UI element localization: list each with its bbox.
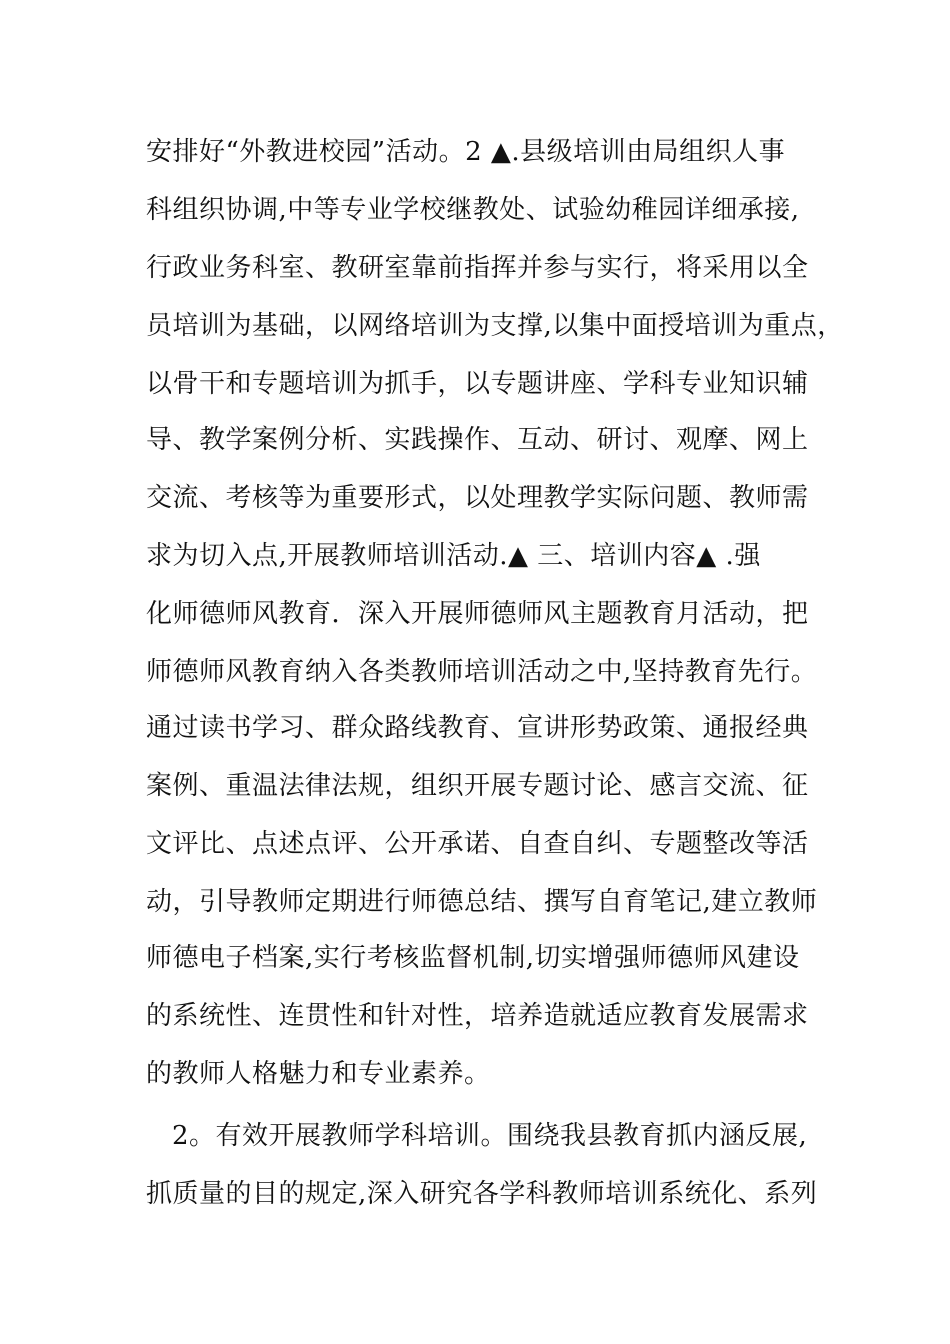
- text-line: 交流、考核等为重要形式，以处理教学实际问题、教师需: [146, 483, 809, 513]
- text-line: 2。有效开展教师学科培训。围绕我县教育抓内涵反展,: [172, 1121, 808, 1151]
- text-line: 科组织协调,中等专业学校继教处、试验幼稚园详细承接,: [146, 195, 800, 225]
- text-line: 的教师人格魅力和专业素养。: [146, 1059, 491, 1089]
- text-line: 求为切入点,开展教师培训活动.▲ 三、培训内容▲ .强: [146, 541, 761, 571]
- text-line: 通过读书学习、群众路线教育、宣讲形势政策、通报经典: [146, 713, 809, 743]
- text-line: 动，引导教师定期进行师德总结、撰写自育笔记,建立教师: [146, 887, 818, 917]
- text-line: 抓质量的目的规定,深入研究各学科教师培训系统化、系列: [146, 1179, 818, 1209]
- text-line: 员培训为基础，以网络培训为支撑,以集中面授培训为重点，: [146, 311, 844, 341]
- text-line: 安排好“外教进校园”活动。2 ▲.县级培训由局组织人事: [146, 137, 786, 167]
- text-line: 案例、重温法律法规，组织开展专题讨论、感言交流、征: [146, 771, 809, 801]
- text-line: 师德师风教育纳入各类教师培训活动之中,坚持教育先行。: [146, 657, 818, 687]
- text-line: 导、教学案例分析、实践操作、互动、研讨、观摩、网上: [146, 425, 809, 455]
- text-line: 师德电子档案,实行考核监督机制,切实增强师德师风建设: [146, 943, 800, 973]
- text-line: 行政业务科室、教研室靠前指挥并参与实行，将采用以全: [146, 253, 809, 283]
- text-line: 的系统性、连贯性和针对性，培养造就适应教育发展需求: [146, 1001, 809, 1031]
- text-line: 化师德师风教育．深入开展师德师风主题教育月活动，把: [146, 599, 809, 629]
- text-line: 文评比、点述点评、公开承诺、自查自纠、专题整改等活: [146, 829, 809, 859]
- text-line: 以骨干和专题培训为抓手，以专题讲座、学科专业知识辅: [146, 369, 809, 399]
